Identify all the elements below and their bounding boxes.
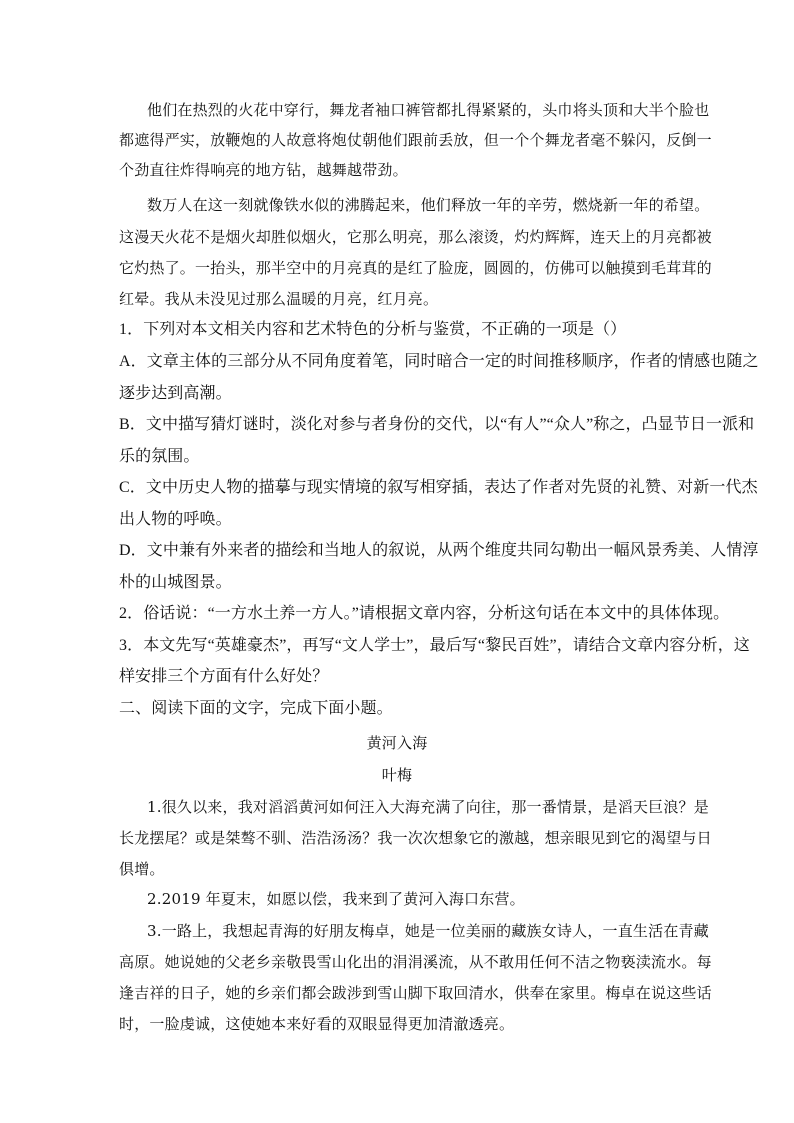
- article-paragraph-3-line-2: 高原。她说她的父老乡亲敬畏雪山化出的涓涓溪流，从不敢用任何不洁之物亵渎流水。每: [119, 953, 712, 971]
- passage-paragraph-2-line-1: 数万人在这一刻就像铁水似的沸腾起来，他们释放一年的辛劳，燃烧新一年的希望。: [147, 196, 710, 214]
- question-1-stem: 1．下列对本文相关内容和艺术特色的分析与鉴赏，不正确的一项是（）: [119, 321, 627, 338]
- question-2: 2．俗话说：“一方水土养一方人。”请根据文章内容，分析这句话在本文中的具体体现。: [119, 605, 730, 622]
- question-3-line-2: 样安排三个方面有什么好处？: [119, 668, 329, 685]
- option-d-line-1: D．文中兼有外来者的描绘和当地人的叙说，从两个维度共同勾勒出一幅风景秀美、人情淳: [119, 542, 759, 559]
- passage-paragraph-2-line-4: 红晕。我从未没见过那么温暖的月亮，红月亮。: [119, 290, 439, 308]
- option-d-line-2: 朴的山城图景。: [119, 574, 232, 591]
- passage-paragraph-1-line-1: 他们在热烈的火花中穿行，舞龙者袖口裤管都扎得紧紧的，头巾将头顶和大半个脸也: [147, 101, 710, 119]
- passage-paragraph-1-line-2: 都遮得严实，放鞭炮的人故意将炮仗朝他们跟前丢放，但一个个舞龙者毫不躲闪，反倒一: [119, 131, 712, 149]
- passage-paragraph-1-line-3: 个劲直往炸得响亮的地方钻，越舞越带劲。: [119, 161, 408, 179]
- article-paragraph-1-line-2: 长龙摆尾？或是桀骜不驯、浩浩汤汤？我一次次想象它的激越，想亲眼见到它的渴望与日: [119, 829, 712, 847]
- article-paragraph-3-line-4: 时，一脸虔诚，这使她本来好看的双眼显得更加清澈透亮。: [119, 1015, 515, 1033]
- passage-paragraph-2-line-2: 这漫天火花不是烟火却胜似烟火，它那么明亮，那么滚烫，灼灼辉辉，连天上的月亮都被: [119, 228, 712, 246]
- option-b-line-2: 乐的氛围。: [119, 448, 200, 465]
- option-a-line-2: 逐步达到高潮。: [119, 385, 232, 402]
- section-two-heading: 二、阅读下面的文字，完成下面小题。: [119, 700, 393, 717]
- article-paragraph-3-line-3: 逢吉祥的日子，她的乡亲们都会跋涉到雪山脚下取回清水，供奉在家里。梅卓在说这些话: [119, 984, 712, 1002]
- passage-paragraph-2-line-3: 它灼热了。一抬头，那半空中的月亮真的是红了脸庞，圆圆的，仿佛可以触摸到毛茸茸的: [119, 259, 712, 277]
- option-c-line-2: 出人物的呼唤。: [119, 511, 232, 528]
- article-paragraph-2: 2.2019 年夏末，如愿以偿，我来到了黄河入海口东营。: [147, 890, 525, 908]
- article-paragraph-3-line-1: 3.一路上，我想起青海的好朋友梅卓，她是一位美丽的藏族女诗人，一直生活在青藏: [147, 922, 709, 940]
- article-title: 黄河入海: [366, 734, 428, 752]
- option-a-line-1: A．文章主体的三部分从不同角度着笔，同时暗合一定的时间推移顺序，作者的情感也随之: [119, 353, 759, 370]
- article-author: 叶梅: [381, 766, 413, 784]
- article-paragraph-1-line-1: 1.很久以来，我对滔滔黄河如何汪入大海充满了向往，那一番情景，是滔天巨浪？是: [147, 798, 709, 816]
- option-c-line-1: C．文中历史人物的描摹与现实情境的叙写相穿插，表达了作者对先贤的礼赞、对新一代杰: [119, 479, 758, 496]
- option-b-line-1: B．文中描写猜灯谜时，淡化对参与者身份的交代，以“有人”“众人”称之，凸显节日一派和: [119, 416, 755, 433]
- article-paragraph-1-line-3: 俱增。: [119, 860, 165, 878]
- question-3-line-1: 3．本文先写“英雄豪杰”，再写“文人学士”，最后写“黎民百姓”，请结合文章内容分析，这: [119, 637, 750, 654]
